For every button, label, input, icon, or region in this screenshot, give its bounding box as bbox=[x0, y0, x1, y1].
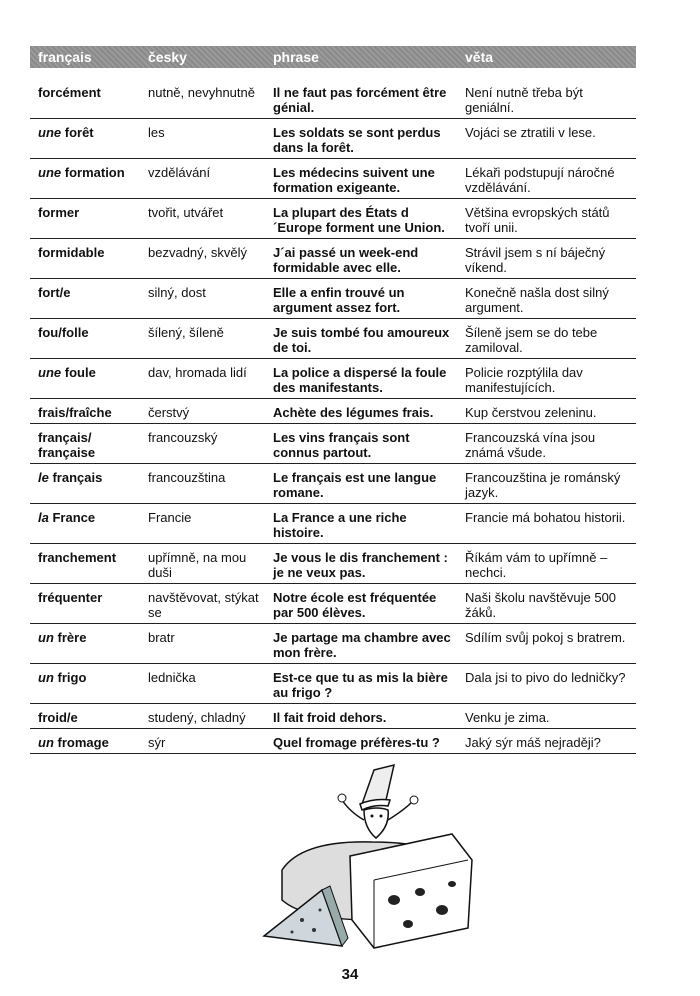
table-row bbox=[30, 119, 636, 159]
table-body bbox=[30, 79, 636, 754]
czech-translation: silný, dost bbox=[148, 285, 206, 300]
table-row bbox=[30, 664, 636, 704]
french-word bbox=[30, 85, 140, 115]
vocabulary-table bbox=[30, 46, 636, 754]
word: formidable bbox=[38, 245, 105, 260]
word: fromage bbox=[57, 735, 109, 750]
french-word bbox=[30, 245, 140, 275]
french-word bbox=[30, 430, 140, 460]
page-number: 34 bbox=[341, 966, 359, 983]
french-phrase: Elle a enfin trouvé un argument assez fort. bbox=[273, 285, 405, 315]
word: français/ française bbox=[38, 430, 96, 460]
table-row bbox=[30, 239, 636, 279]
french-phrase: Est-ce que tu as mis la bière au frigo ? bbox=[273, 670, 448, 700]
table-row bbox=[30, 464, 636, 504]
table-row bbox=[30, 159, 636, 199]
czech-sentence: Policie rozptýlila dav manifestujících. bbox=[465, 365, 583, 395]
table-header bbox=[30, 46, 636, 68]
header-phrase: phrase bbox=[273, 49, 319, 65]
french-phrase: Les vins français sont connus partout. bbox=[273, 430, 410, 460]
table-row bbox=[30, 359, 636, 399]
french-phrase: La plupart des États d´Europe forment une Union. bbox=[273, 205, 445, 235]
french-phrase: Il ne faut pas forcément être génial. bbox=[273, 85, 447, 115]
table-row bbox=[30, 624, 636, 664]
french-word bbox=[30, 125, 140, 155]
czech-translation: nutně, nevyhnutně bbox=[148, 85, 255, 100]
french-word bbox=[30, 630, 140, 660]
czech-sentence: Francouzština je románský jazyk. bbox=[465, 470, 621, 500]
french-word bbox=[30, 735, 140, 750]
french-phrase: Notre école est fréquentée par 500 élèves. bbox=[273, 590, 437, 620]
french-word bbox=[30, 590, 140, 620]
table-row bbox=[30, 399, 636, 424]
article: un bbox=[38, 735, 54, 750]
czech-sentence: Vojáci se ztratili v lese. bbox=[465, 125, 596, 140]
word: frais/fraîche bbox=[38, 405, 112, 420]
czech-translation: čerstvý bbox=[148, 405, 190, 420]
french-phrase: La France a une riche histoire. bbox=[273, 510, 407, 540]
czech-sentence: Většina evropských států tvoří unii. bbox=[465, 205, 610, 235]
french-phrase: Les soldats se sont perdus dans la forêt. bbox=[273, 125, 441, 155]
czech-translation: tvořit, utvářet bbox=[148, 205, 224, 220]
article: un bbox=[38, 630, 54, 645]
french-word bbox=[30, 405, 140, 420]
czech-translation: francouzština bbox=[148, 470, 226, 485]
table-row bbox=[30, 704, 636, 729]
article: une bbox=[38, 125, 62, 140]
czech-sentence: Sdílím svůj pokoj s bratrem. bbox=[465, 630, 626, 645]
header-cesky: česky bbox=[148, 49, 187, 65]
czech-sentence: Lékaři podstupují náročné vzdělávání. bbox=[465, 165, 615, 195]
czech-sentence: Dala jsi to pivo do ledničky? bbox=[465, 670, 626, 685]
czech-translation: bezvadný, skvělý bbox=[148, 245, 247, 260]
word: foule bbox=[64, 365, 96, 380]
czech-translation: Francie bbox=[148, 510, 192, 525]
french-word bbox=[30, 670, 140, 700]
french-word bbox=[30, 470, 140, 500]
table-row bbox=[30, 424, 636, 464]
word: frigo bbox=[57, 670, 87, 685]
czech-sentence: Není nutně třeba být geniální. bbox=[465, 85, 583, 115]
czech-translation: bratr bbox=[148, 630, 175, 645]
french-word bbox=[30, 710, 140, 725]
word: français bbox=[52, 470, 103, 485]
czech-translation: sýr bbox=[148, 735, 166, 750]
czech-translation: dav, hromada lidí bbox=[148, 365, 247, 380]
word: fréquenter bbox=[38, 590, 103, 605]
czech-sentence: Venku je zima. bbox=[465, 710, 550, 725]
french-phrase: Je partage ma chambre avec mon frère. bbox=[273, 630, 451, 660]
french-word bbox=[30, 550, 140, 580]
cheese-wizard-illustration bbox=[262, 760, 482, 960]
word: frère bbox=[57, 630, 87, 645]
word: fou/folle bbox=[38, 325, 89, 340]
word: froid/e bbox=[38, 710, 78, 725]
header-francais: français bbox=[38, 49, 92, 65]
article: un bbox=[38, 670, 54, 685]
table-row bbox=[30, 279, 636, 319]
french-word bbox=[30, 205, 140, 235]
header-veta: věta bbox=[465, 49, 494, 65]
article: la bbox=[38, 510, 49, 525]
table-row bbox=[30, 504, 636, 544]
french-phrase: Il fait froid dehors. bbox=[273, 710, 387, 725]
french-phrase: Le français est une langue romane. bbox=[273, 470, 437, 500]
word: former bbox=[38, 205, 80, 220]
french-phrase: Je suis tombé fou amoureux de toi. bbox=[273, 325, 450, 355]
czech-sentence: Říkám vám to upřímně – nechci. bbox=[465, 550, 608, 580]
french-word bbox=[30, 285, 140, 315]
czech-translation: studený, chladný bbox=[148, 710, 246, 725]
french-phrase: Achète des légumes frais. bbox=[273, 405, 434, 420]
czech-translation: lednička bbox=[148, 670, 196, 685]
czech-translation: francouzský bbox=[148, 430, 218, 445]
word: forêt bbox=[64, 125, 94, 140]
article: une bbox=[38, 165, 62, 180]
article: le bbox=[38, 470, 49, 485]
czech-translation: navštěvovat, stýkat se bbox=[148, 590, 259, 620]
french-word bbox=[30, 510, 140, 540]
word: franchement bbox=[38, 550, 117, 565]
article: une bbox=[38, 365, 62, 380]
czech-sentence: Konečně našla dost silný argument. bbox=[465, 285, 609, 315]
french-phrase: Quel fromage préfères-tu ? bbox=[273, 735, 440, 750]
french-word bbox=[30, 165, 140, 195]
table-row bbox=[30, 319, 636, 359]
czech-sentence: Francie má bohatou historii. bbox=[465, 510, 626, 525]
czech-translation: upřímně, na mou duši bbox=[148, 550, 247, 580]
french-word bbox=[30, 325, 140, 355]
french-word bbox=[30, 365, 140, 395]
table-row bbox=[30, 199, 636, 239]
czech-sentence: Jaký sýr máš nejraději? bbox=[465, 735, 601, 750]
word: forcément bbox=[38, 85, 101, 100]
czech-sentence: Naši školu navštěvuje 500 žáků. bbox=[465, 590, 617, 620]
czech-translation: les bbox=[148, 125, 165, 140]
czech-sentence: Francouzská vína jsou známá všude. bbox=[465, 430, 596, 460]
czech-translation: vzdělávání bbox=[148, 165, 211, 180]
french-phrase: Je vous le dis franchement : je ne veux pas. bbox=[273, 550, 448, 580]
french-phrase: J´ai passé un week-end formidable avec elle. bbox=[273, 245, 419, 275]
czech-sentence: Strávil jsem s ní báječný víkend. bbox=[465, 245, 606, 275]
table-row bbox=[30, 729, 636, 754]
czech-sentence: Kup čerstvou zeleninu. bbox=[465, 405, 597, 420]
french-phrase: La police a dispersé la foule des manifestants. bbox=[273, 365, 447, 395]
table-row bbox=[30, 544, 636, 584]
czech-translation: šílený, šíleně bbox=[148, 325, 224, 340]
czech-sentence: Šíleně jsem se do tebe zamiloval. bbox=[465, 325, 598, 355]
french-phrase: Les médecins suivent une formation exigeante. bbox=[273, 165, 435, 195]
word: France bbox=[52, 510, 96, 525]
table-row bbox=[30, 79, 636, 119]
word: fort/e bbox=[38, 285, 71, 300]
word: formation bbox=[64, 165, 125, 180]
table-row bbox=[30, 584, 636, 624]
